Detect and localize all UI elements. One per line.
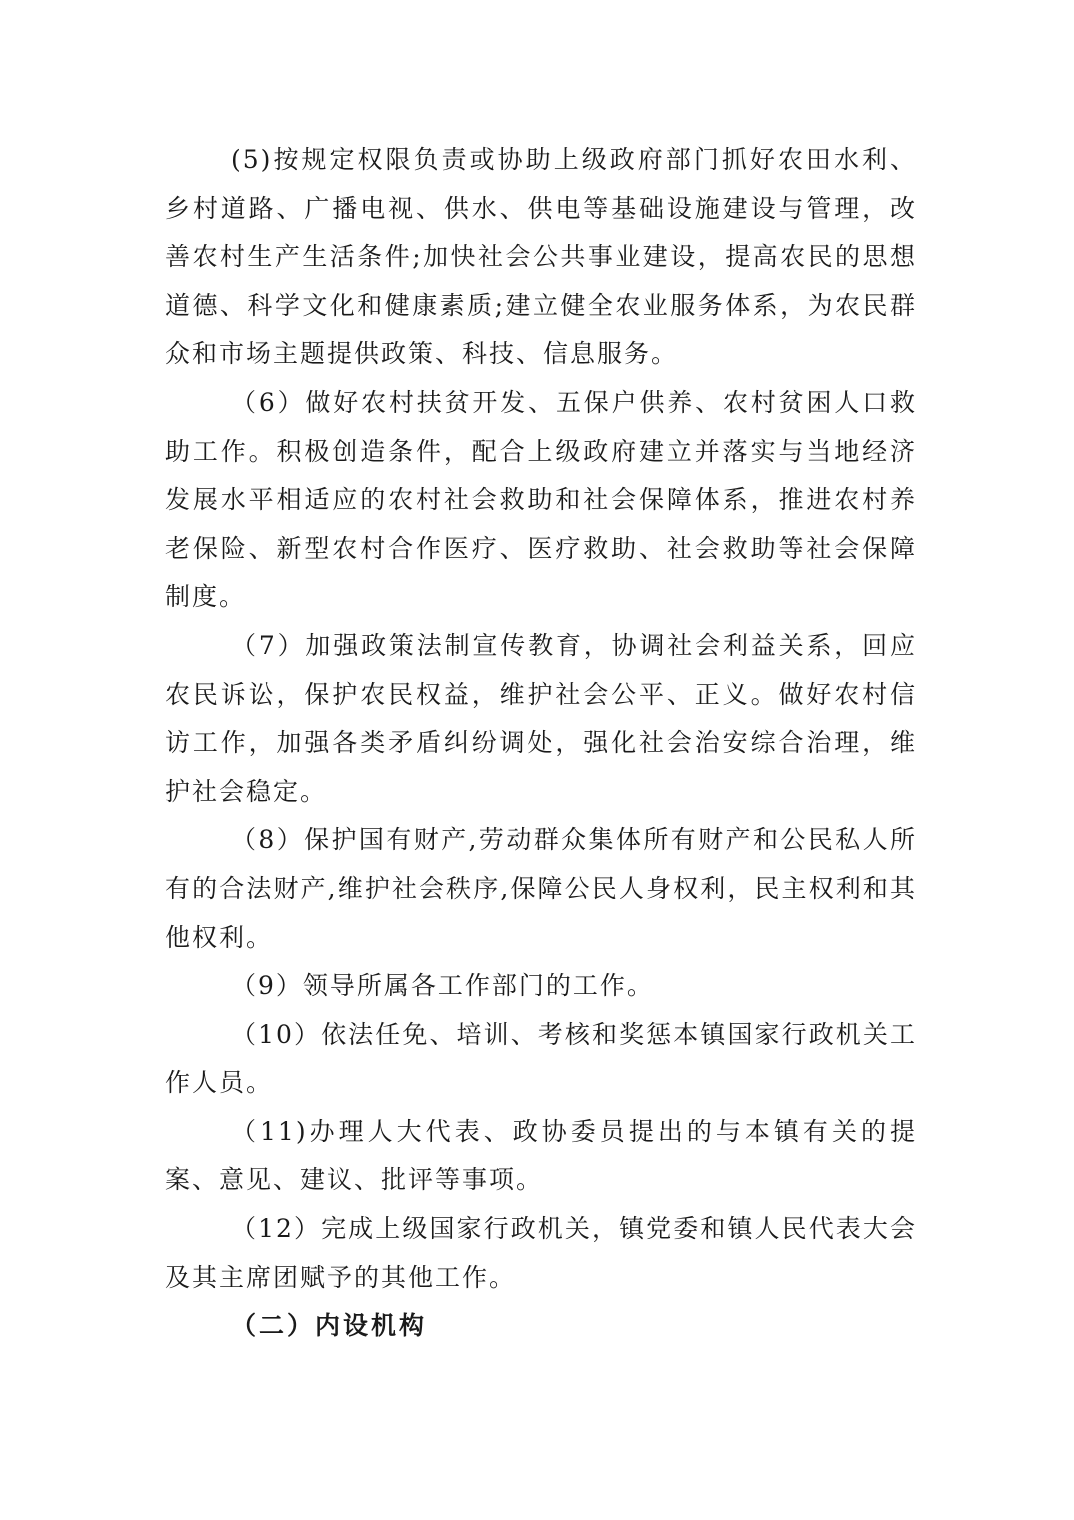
paragraph-item-7: （7）加强政策法制宣传教育，协调社会利益关系，回应农民诉讼，保护农民权益，维护社会公平、正义。做好农村信访工作，加强各类矛盾纠纷调处，强化社会治安综合治理，维护社会稳定。 — [165, 630, 917, 806]
paragraph-item-5: (5)按规定权限负责或协助上级政府部门抓好农田水利、乡村道路、广播电视、供水、供电等基础设施建设与管理，改善农村生产生活条件;加快社会公共事业建设，提高农民的思想道德、科学文化和健康素质;建立健全农业服务体系，为农民群众和市场主题提供政策、科技、信息服务。 — [165, 145, 917, 369]
paragraph-item-9: （9）领导所属各工作部门的工作。 — [231, 971, 654, 1001]
paragraph-item-12: （12）完成上级国家行政机关，镇党委和镇人民代表大会及其主席团赋予的其他工作。 — [165, 1214, 917, 1292]
paragraph-item-10: （10）依法任免、培训、考核和奖惩本镇国家行政机关工作人员。 — [165, 1019, 917, 1098]
paragraph-item-11: （11)办理人大代表、政协委员提出的与本镇有关的提案、意见、建议、批评等事项。 — [165, 1116, 917, 1195]
paragraph-item-8: （8）保护国有财产,劳动群众集体所有财产和公民私人所有的合法财产,维护社会秩序,保障公民人身权利，民主权利和其他权利。 — [165, 825, 917, 952]
document-body — [165, 136, 917, 1351]
paragraph-item-6: （6）做好农村扶贫开发、五保户供养、农村贫困人口救助工作。积极创造条件，配合上级政府建立并落实与当地经济发展水平相适应的农村社会救助和社会保障体系，推进农村养老保险、新型农村合作医疗、医疗救助、社会救助等社会保障制度。 — [165, 387, 917, 612]
section-heading-internal-structure: （二）内设机构 — [231, 1311, 428, 1341]
